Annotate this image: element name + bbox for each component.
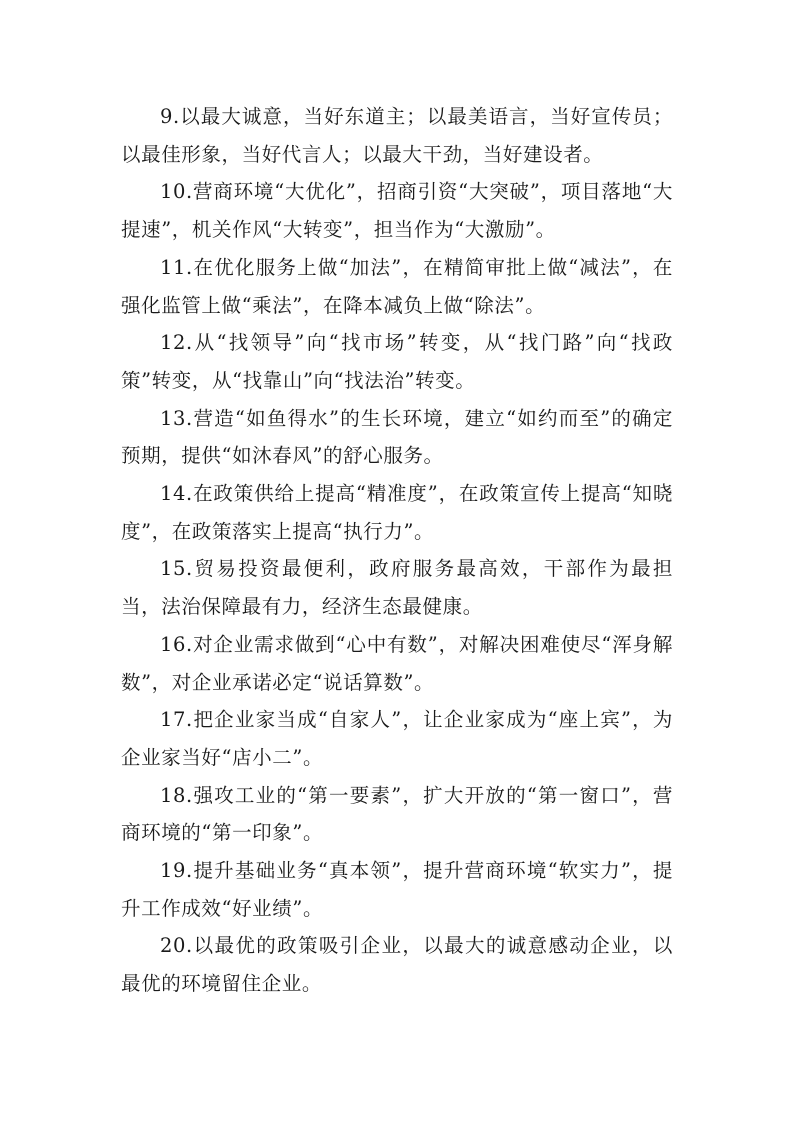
- paragraph-17: 17.把企业家当成“自家人”，让企业家成为“座上宾”，为企业家当好“店小二”。: [121, 708, 674, 769]
- paragraph-19: 19.提升基础业务“真本领”，提升营商环境“软实力”，提升工作成效“好业绩”。: [121, 859, 674, 920]
- paragraph-11: 11.在优化服务上做“加法”，在精简审批上做“减法”，在强化监管上做“乘法”，在降本减负上做“除法”。: [121, 255, 673, 317]
- paragraph-16: 16.对企业需求做到“心中有数”，对解决困难使尽“浑身解数”，对企业承诺必定“说话算数”。: [121, 632, 673, 694]
- paragraph-10: 10.营商环境“大优化”，招商引资“大突破”，项目落地“大提速”，机关作风“大转变”，担当作为“大激励”。: [121, 180, 673, 242]
- document-body: [121, 98, 673, 1003]
- paragraph-12: 12.从“找领导”向“找市场”转变，从“找门路”向“找政策”转变，从“找靠山”向“找法治”转变。: [121, 331, 673, 392]
- paragraph-13: 13.营造“如鱼得水”的生长环境，建立“如约而至”的确定预期，提供“如沐春风”的舒心服务。: [121, 406, 673, 468]
- paragraph-15: 15.贸易投资最便利，政府服务最高效，干部作为最担当，法治保障最有力，经济生态最健康。: [121, 557, 673, 619]
- paragraph-18: 18.强攻工业的“第一要素”，扩大开放的“第一窗口”，营商环境的“第一印象”。: [121, 783, 673, 845]
- paragraph-9: 9.以最大诚意，当好东道主；以最美语言，当好宣传员；以最佳形象，当好代言人；以最大干劲，当好建设者。: [121, 105, 673, 166]
- paragraph-20: 20.以最优的政策吸引企业，以最大的诚意感动企业，以最优的环境留住企业。: [121, 934, 673, 996]
- paragraph-14: 14.在政策供给上提高“精准度”，在政策宣传上提高“知晓度”，在政策落实上提高“执行力”。: [121, 482, 673, 543]
